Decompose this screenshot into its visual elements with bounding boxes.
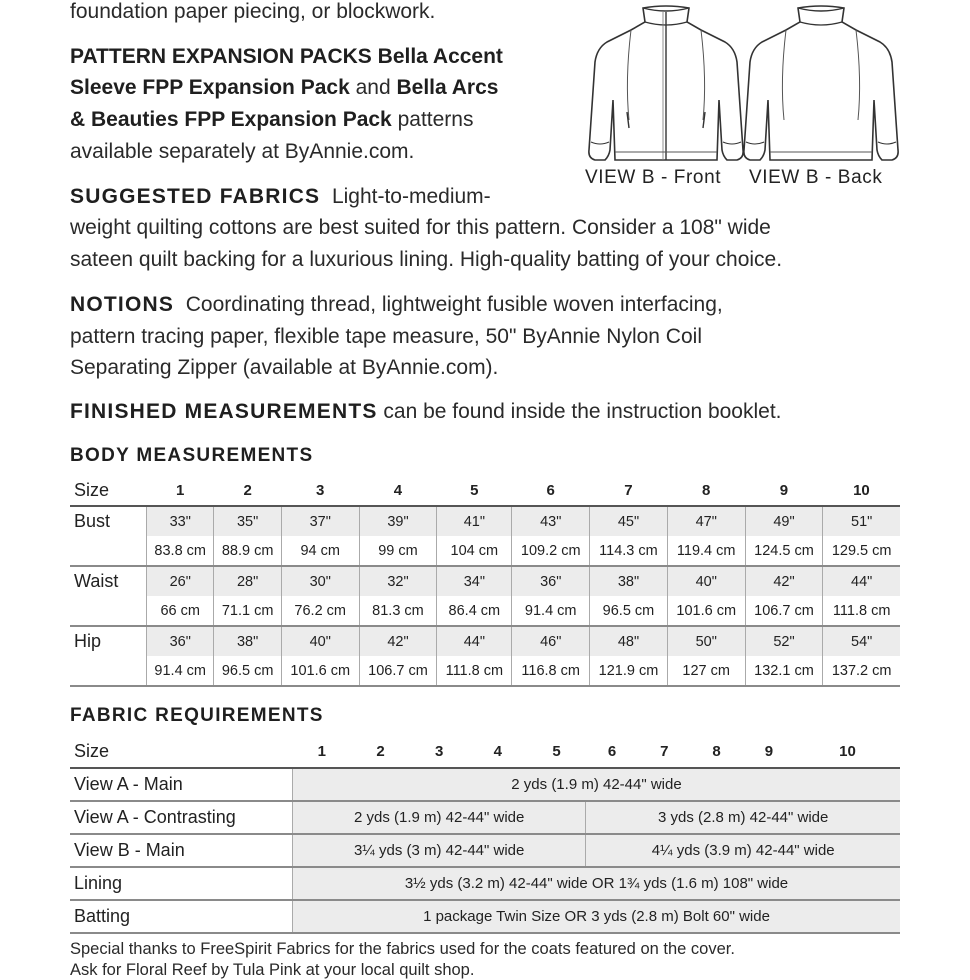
fabric-size: 10 <box>839 743 856 760</box>
body-cell-cm: 116.8 cm <box>512 656 590 686</box>
body-size: 3 <box>316 482 325 499</box>
body-cell-cm: 88.9 cm <box>214 536 281 566</box>
body-cell-inches: 49" <box>745 506 823 536</box>
body-cell-inches: 35" <box>214 506 281 536</box>
fabric-size: 2 <box>376 743 385 760</box>
body-cell-cm: 124.5 cm <box>745 536 823 566</box>
body-cell-inches: 54" <box>823 626 900 656</box>
body-row-inches <box>70 506 900 536</box>
body-cell-cm: 106.7 cm <box>745 596 823 626</box>
body-cell-cm: 71.1 cm <box>214 596 281 626</box>
fabrics-label: SUGGESTED FABRICS <box>70 185 321 208</box>
body-cell-cm: 137.2 cm <box>823 656 900 686</box>
expansion-line-1 <box>70 41 503 73</box>
body-cell-inches: 48" <box>590 626 668 656</box>
body-cell-cm: 96.5 cm <box>590 596 668 626</box>
body-cell-cm: 109.2 cm <box>512 536 590 566</box>
fabrics-line-3: sateen quilt backing for a luxurious lining. High-quality batting of your choice. <box>70 248 783 271</box>
notions-line-3: Separating Zipper (available at ByAnnie.com). <box>70 356 499 379</box>
expansion-pack-name-1b: Sleeve FPP Expansion Pack <box>70 76 350 99</box>
fabric-row-label: Batting <box>74 906 131 926</box>
fabrics-line-1 <box>70 181 491 213</box>
body-size: 6 <box>546 482 555 499</box>
fabric-row <box>70 900 900 933</box>
body-cell-cm: 91.4 cm <box>512 596 590 626</box>
fabric-row-label: View A - Contrasting <box>74 807 236 827</box>
finished-measurements-line <box>70 396 782 428</box>
fabric-row <box>70 768 900 801</box>
body-cell-cm: 83.8 cm <box>147 536 214 566</box>
notions-text-1: Coordinating thread, lightweight fusible woven interfacing, <box>185 293 723 316</box>
body-size: 5 <box>470 482 479 499</box>
body-cell-inches: 36" <box>147 626 214 656</box>
body-cell-inches: 26" <box>147 566 214 596</box>
fabric-cell-sizes-1-5: 2 yds (1.9 m) 42-44" wide <box>293 801 586 834</box>
body-cell-cm: 104 cm <box>437 536 512 566</box>
body-cell-inches: 30" <box>281 566 359 596</box>
fabric-size: 8 <box>712 743 721 760</box>
body-cell-inches: 45" <box>590 506 668 536</box>
body-cell-inches: 32" <box>359 566 437 596</box>
fabric-size: 9 <box>764 743 774 760</box>
body-cell-inches: 38" <box>214 626 281 656</box>
body-cell-cm: 119.4 cm <box>667 536 745 566</box>
body-size: 8 <box>702 482 711 499</box>
body-cell-cm: 111.8 cm <box>823 596 900 626</box>
body-row-label: Hip <box>74 631 102 651</box>
body-cell-cm: 76.2 cm <box>281 596 359 626</box>
fabric-cell-sizes-6-10: 4¼ yds (3.9 m) 42-44" wide <box>586 834 900 867</box>
fabric-size: 7 <box>660 743 669 760</box>
fabric-size-label: Size <box>74 741 110 761</box>
body-size: 4 <box>393 482 403 499</box>
body-cell-inches: 50" <box>667 626 745 656</box>
fabric-size: 1 <box>317 743 326 760</box>
body-cell-inches: 37" <box>281 506 359 536</box>
body-cell-inches: 40" <box>667 566 745 596</box>
expansion-line-4: available separately at ByAnnie.com. <box>70 140 415 163</box>
body-cell-inches: 43" <box>512 506 590 536</box>
footer-line-2: Ask for Floral Reef by Tula Pink at your local quilt shop. <box>70 961 475 979</box>
body-row-cm <box>70 596 900 626</box>
body-cell-cm: 96.5 cm <box>214 656 281 686</box>
finished-label: FINISHED MEASUREMENTS <box>70 400 378 423</box>
body-row-inches <box>70 626 900 656</box>
fabric-size: 6 <box>607 743 617 760</box>
body-cell-cm: 114.3 cm <box>590 536 668 566</box>
fabric-row <box>70 867 900 900</box>
body-cell-inches: 41" <box>437 506 512 536</box>
body-cell-cm: 129.5 cm <box>823 536 900 566</box>
body-row-label-blank <box>70 536 147 566</box>
fabric-row-label: View A - Main <box>74 774 183 794</box>
body-measurements-table <box>70 476 900 687</box>
body-measurements-title: BODY MEASUREMENTS <box>70 445 314 466</box>
jacket-front-illustration <box>585 0 747 168</box>
fabric-cell-sizes-6-10: 3 yds (2.8 m) 42-44" wide <box>586 801 900 834</box>
expansion-and: and <box>349 76 397 99</box>
body-cell-cm: 121.9 cm <box>590 656 668 686</box>
body-cell-inches: 51" <box>823 506 900 536</box>
expansion-patterns: patterns <box>391 108 474 131</box>
fabric-requirements-table <box>70 736 900 934</box>
body-cell-cm: 106.7 cm <box>359 656 437 686</box>
body-cell-inches: 46" <box>512 626 590 656</box>
body-cell-cm: 99 cm <box>359 536 437 566</box>
fabric-cell-sizes-1-5: 3¼ yds (3 m) 42-44" wide <box>293 834 586 867</box>
body-row-inches <box>70 566 900 596</box>
expansion-line-3 <box>70 104 473 136</box>
body-size: 7 <box>624 482 633 499</box>
fabric-cell-all-sizes: 1 package Twin Size OR 3 yds (2.8 m) Bolt 60" wide <box>293 900 901 933</box>
fabric-row-label: View B - Main <box>74 840 185 860</box>
body-row-label-blank <box>70 656 147 686</box>
expansion-pack-name-1a: Bella Accent <box>377 45 503 68</box>
footer-line-1: Special thanks to FreeSpirit Fabrics for the fabrics used for the coats featured on the cover. <box>70 940 735 958</box>
fabric-cell-all-sizes: 2 yds (1.9 m) 42-44" wide <box>293 768 901 801</box>
body-cell-inches: 44" <box>823 566 900 596</box>
fabric-size: 5 <box>552 743 561 760</box>
body-cell-cm: 66 cm <box>147 596 214 626</box>
notions-label: NOTIONS <box>70 293 175 316</box>
expansion-label: PATTERN EXPANSION PACKS <box>70 45 372 68</box>
fabric-row-label: Lining <box>74 873 123 893</box>
body-row-cm <box>70 656 900 686</box>
expansion-pack-name-2a: Bella Arcs <box>396 76 499 99</box>
body-size-header-row <box>70 476 900 506</box>
body-cell-inches: 44" <box>437 626 512 656</box>
body-cell-cm: 132.1 cm <box>745 656 823 686</box>
fabric-size-header-row <box>70 736 900 768</box>
fabric-row <box>70 801 900 834</box>
body-cell-inches: 42" <box>359 626 437 656</box>
fabric-requirements-title: FABRIC REQUIREMENTS <box>70 705 324 726</box>
expansion-pack-name-2b: & Beauties FPP Expansion Pack <box>70 108 392 131</box>
body-row-cm <box>70 536 900 566</box>
body-row-label-blank <box>70 596 147 626</box>
body-cell-cm: 94 cm <box>281 536 359 566</box>
body-size: 10 <box>853 482 870 499</box>
jacket-front-caption: VIEW B - Front <box>585 167 722 188</box>
notions-line-1 <box>70 289 723 321</box>
fabric-size: 4 <box>493 743 503 760</box>
body-cell-inches: 40" <box>281 626 359 656</box>
body-row-label: Bust <box>74 511 111 531</box>
fabrics-line-2: weight quilting cottons are best suited for this pattern. Consider a 108" wide <box>70 216 771 239</box>
body-cell-inches: 47" <box>667 506 745 536</box>
body-cell-inches: 39" <box>359 506 437 536</box>
body-cell-cm: 81.3 cm <box>359 596 437 626</box>
notions-line-2: pattern tracing paper, flexible tape measure, 50" ByAnnie Nylon Coil <box>70 325 702 348</box>
body-cell-cm: 101.6 cm <box>281 656 359 686</box>
body-cell-inches: 33" <box>147 506 214 536</box>
body-cell-cm: 111.8 cm <box>437 656 512 686</box>
body-row-label: Waist <box>74 571 119 591</box>
intro-line: foundation paper piecing, or blockwork. <box>70 0 436 23</box>
jacket-back-caption: VIEW B - Back <box>749 167 883 188</box>
fabric-row <box>70 834 900 867</box>
body-size-label: Size <box>74 480 110 500</box>
body-cell-inches: 38" <box>590 566 668 596</box>
expansion-line-2 <box>70 72 498 104</box>
finished-text: can be found inside the instruction booklet. <box>383 400 782 423</box>
body-cell-inches: 28" <box>214 566 281 596</box>
body-cell-cm: 101.6 cm <box>667 596 745 626</box>
body-cell-cm: 91.4 cm <box>147 656 214 686</box>
fabric-cell-all-sizes: 3½ yds (3.2 m) 42-44" wide OR 1¾ yds (1.6 m) 108" wide <box>293 867 901 900</box>
fabric-size: 3 <box>435 743 444 760</box>
body-cell-inches: 36" <box>512 566 590 596</box>
body-cell-cm: 86.4 cm <box>437 596 512 626</box>
body-cell-inches: 42" <box>745 566 823 596</box>
body-cell-cm: 127 cm <box>667 656 745 686</box>
body-size: 2 <box>243 482 252 499</box>
body-cell-inches: 34" <box>437 566 512 596</box>
jacket-back-illustration <box>740 0 902 168</box>
fabrics-text-1: Light-to-medium- <box>331 185 491 208</box>
body-size: 9 <box>779 482 789 499</box>
body-cell-inches: 52" <box>745 626 823 656</box>
body-size: 1 <box>176 482 185 499</box>
